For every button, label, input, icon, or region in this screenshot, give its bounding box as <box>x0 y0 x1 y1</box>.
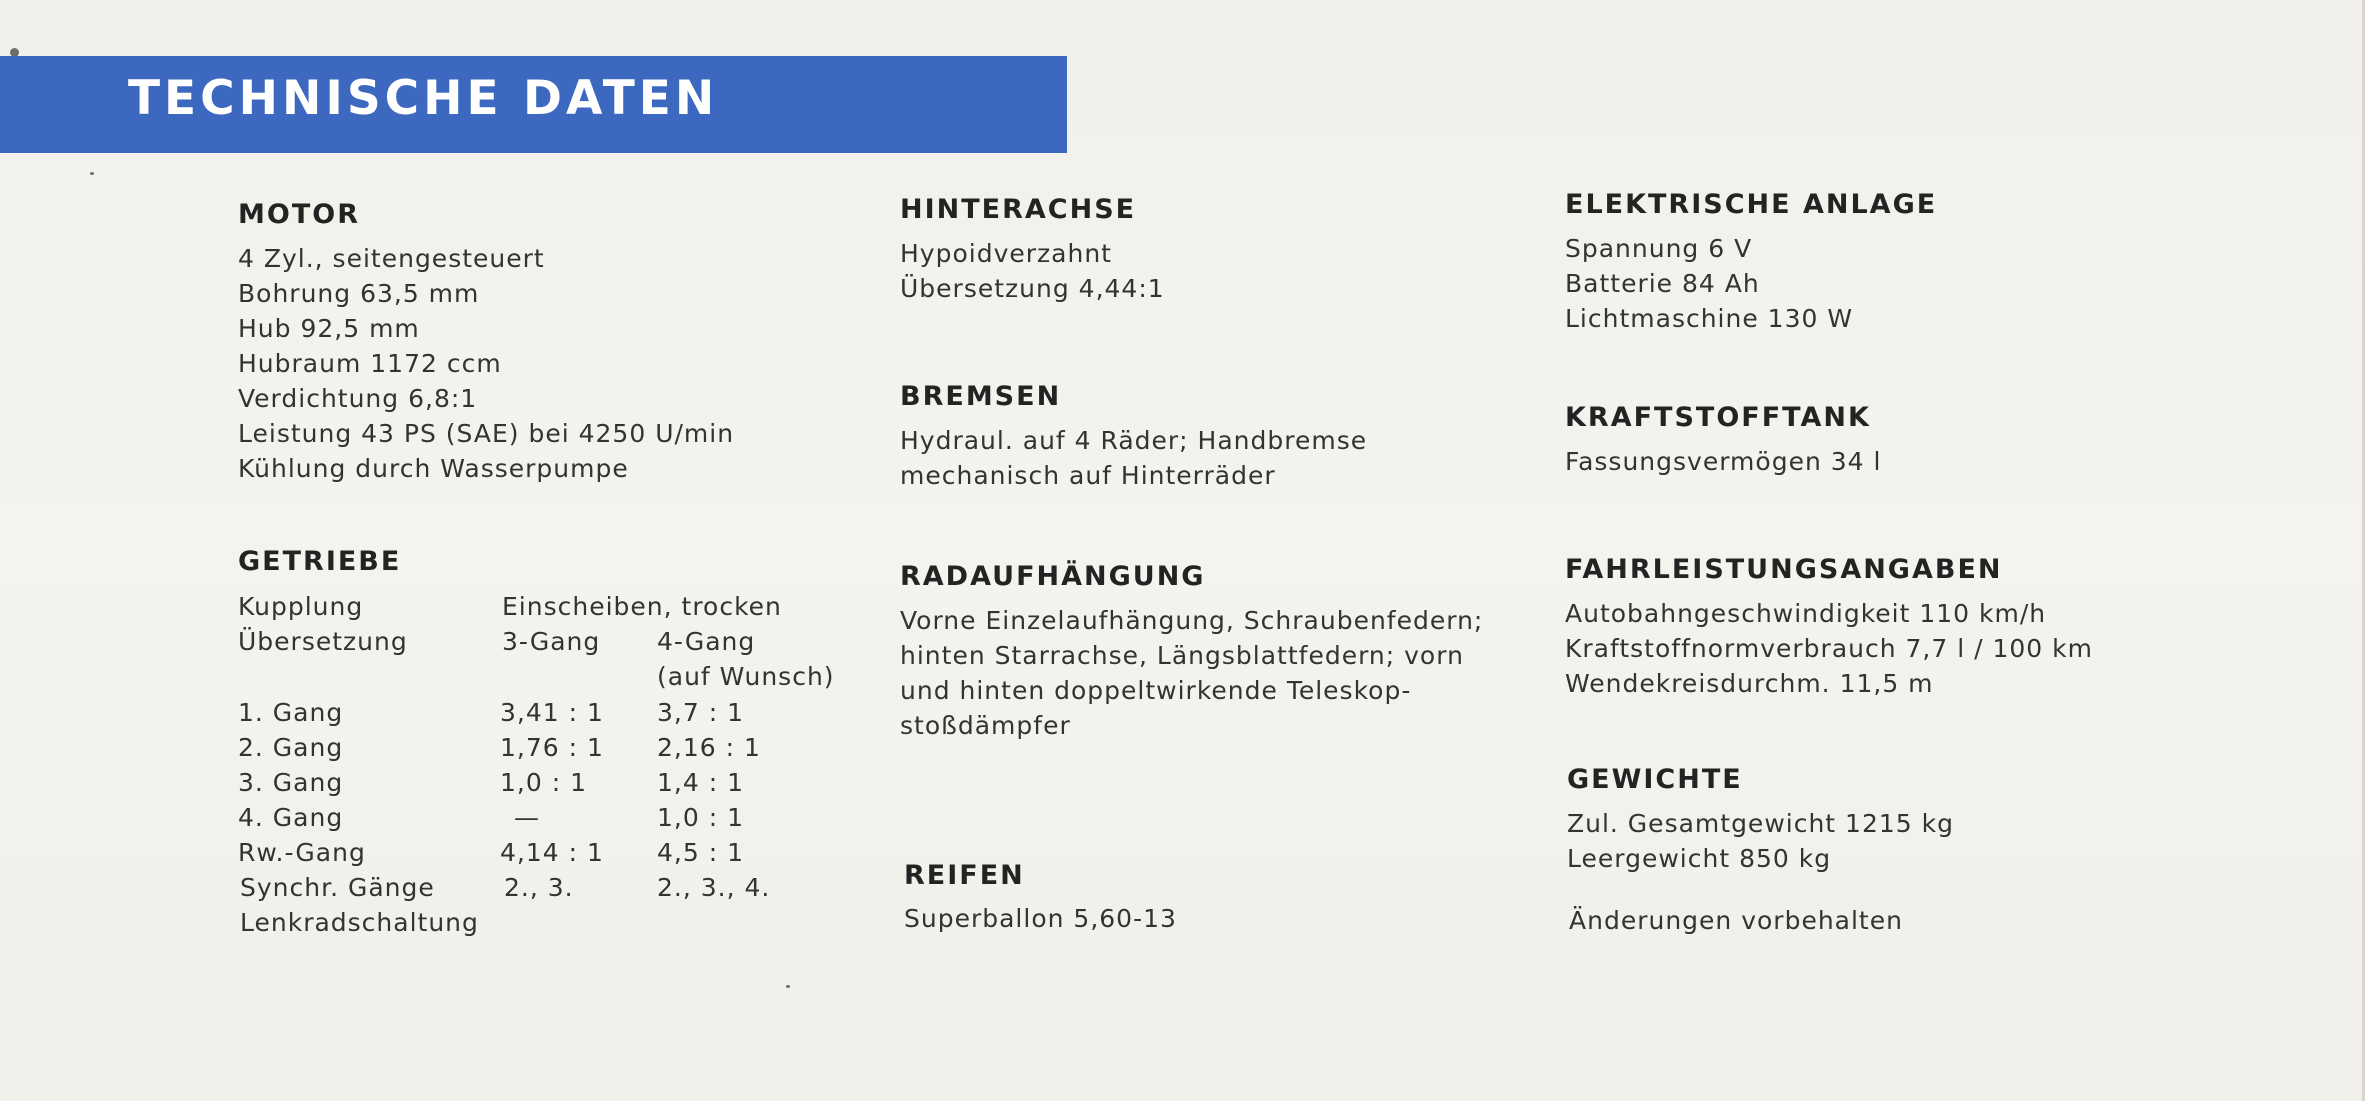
gear-row-4gang: 1,4 : 1 <box>657 768 744 797</box>
reifen-heading: REIFEN <box>904 860 1025 891</box>
fahrleistung-line: Kraftstoffnormverbrauch 7,7 l / 100 km <box>1565 634 2093 663</box>
elektrische-anlage-line: Lichtmaschine 130 W <box>1565 304 1854 333</box>
bremsen-line: mechanisch auf Hinterräder <box>900 461 1276 490</box>
gear-row-4gang: 2,16 : 1 <box>657 733 761 762</box>
gear-row-label: Rw.-Gang <box>238 838 366 867</box>
reifen-line: Superballon 5,60-13 <box>904 904 1177 933</box>
gear-row-label: 1. Gang <box>238 698 344 727</box>
elektrische-anlage-heading: ELEKTRISCHE ANLAGE <box>1565 189 1938 220</box>
hinterachse-line: Hypoidverzahnt <box>900 239 1112 268</box>
radaufhaengung-line: hinten Starrachse, Längsblattfedern; vorn <box>900 641 1464 670</box>
bremsen-heading: BREMSEN <box>900 381 1062 412</box>
motor-line: Hub 92,5 mm <box>238 314 420 343</box>
gear-row-3gang: 1,76 : 1 <box>500 733 604 762</box>
gear-row-4gang: 1,0 : 1 <box>657 803 744 832</box>
gewichte-line: Leergewicht 850 kg <box>1567 844 1832 873</box>
kupplung-label: Kupplung <box>238 592 364 621</box>
gewichte-heading: GEWICHTE <box>1567 764 1743 795</box>
col-3-gang-header: 3-Gang <box>502 627 601 656</box>
gear-row-3gang: 1,0 : 1 <box>500 768 587 797</box>
gear-row-label: 3. Gang <box>238 768 344 797</box>
kraftstofftank-heading: KRAFTSTOFFTANK <box>1565 402 1871 433</box>
motor-line: Leistung 43 PS (SAE) bei 4250 U/min <box>238 419 735 448</box>
gear-row-3gang: 4,14 : 1 <box>500 838 604 867</box>
fahrleistung-heading: FAHRLEISTUNGSANGABEN <box>1565 554 2003 585</box>
gear-row-label: 2. Gang <box>238 733 344 762</box>
kraftstofftank-line: Fassungsvermögen 34 l <box>1565 447 1882 476</box>
gear-row-4gang: 2., 3., 4. <box>657 873 771 902</box>
gear-row-4gang: 3,7 : 1 <box>657 698 744 727</box>
elektrische-anlage-line: Batterie 84 Ah <box>1565 269 1760 298</box>
motor-line: Kühlung durch Wasserpumpe <box>238 454 629 483</box>
uebersetzung-label: Übersetzung <box>238 627 408 656</box>
gear-row-3gang: 2., 3. <box>504 873 574 902</box>
bremsen-line: Hydraul. auf 4 Räder; Handbremse <box>900 426 1368 455</box>
gear-row-label: Synchr. Gänge <box>240 873 435 902</box>
motor-line: Hubraum 1172 ccm <box>238 349 502 378</box>
print-speck <box>786 985 790 988</box>
elektrische-anlage-line: Spannung 6 V <box>1565 234 1753 263</box>
gear-row-3gang: 3,41 : 1 <box>500 698 604 727</box>
gear-row-4gang: 4,5 : 1 <box>657 838 744 867</box>
page-title: TECHNISCHE DATEN <box>128 71 719 126</box>
hinterachse-heading: HINTERACHSE <box>900 194 1137 225</box>
motor-line: 4 Zyl., seitengesteuert <box>238 244 545 273</box>
fahrleistung-line: Autobahngeschwindigkeit 110 km/h <box>1565 599 2047 628</box>
motor-line: Verdichtung 6,8:1 <box>238 384 478 413</box>
fahrleistung-line: Wendekreisdurchm. 11,5 m <box>1565 669 1934 698</box>
footer-note: Änderungen vorbehalten <box>1569 906 1903 935</box>
lenkradschaltung: Lenkradschaltung <box>240 908 479 937</box>
gear-row-3gang: — <box>514 803 540 832</box>
hinterachse-line: Übersetzung 4,44:1 <box>900 274 1165 303</box>
gewichte-line: Zul. Gesamtgewicht 1215 kg <box>1567 809 1954 838</box>
radaufhaengung-line: Vorne Einzelaufhängung, Schraubenfedern; <box>900 606 1484 635</box>
radaufhaengung-line: und hinten doppeltwirkende Teleskop- <box>900 676 1412 705</box>
radaufhaengung-heading: RADAUFHÄNGUNG <box>900 561 1206 592</box>
col-4-gang-header: 4-Gang <box>657 627 756 656</box>
kupplung-value: Einscheiben, trocken <box>502 592 782 621</box>
print-speck <box>90 172 94 175</box>
gear-row-label: 4. Gang <box>238 803 344 832</box>
radaufhaengung-line: stoßdämpfer <box>900 711 1071 740</box>
getriebe-heading: GETRIEBE <box>238 546 402 577</box>
motor-line: Bohrung 63,5 mm <box>238 279 480 308</box>
col-4-gang-sub: (auf Wunsch) <box>657 662 835 691</box>
motor-heading: MOTOR <box>238 199 360 230</box>
